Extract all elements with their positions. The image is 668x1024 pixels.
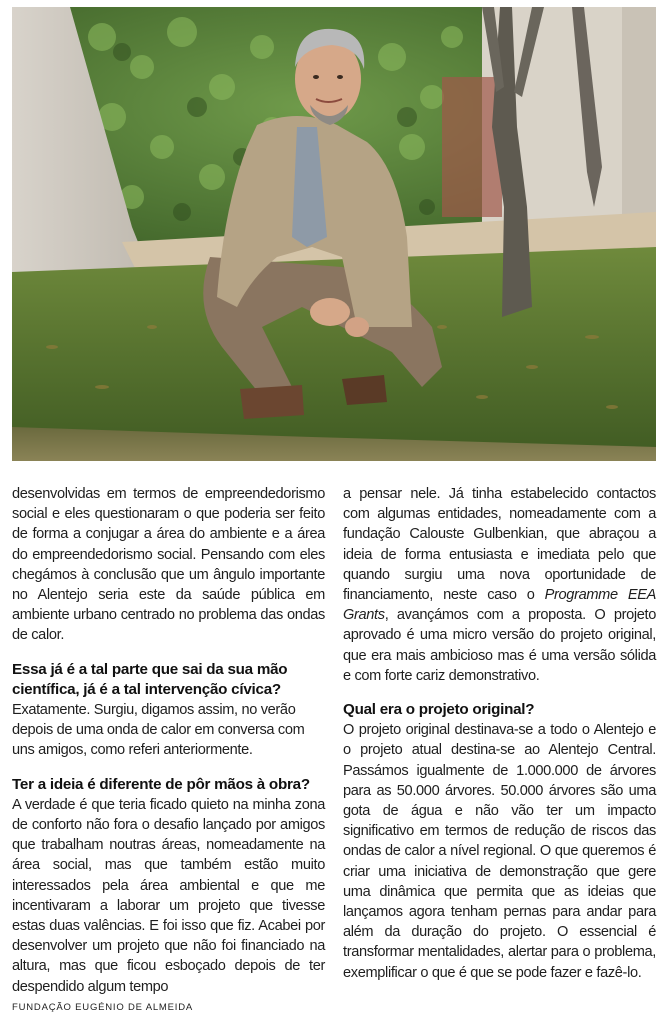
question-heading: Qual era o projeto original? [343,701,535,719]
question-heading: Ter a ideia é diferente de pôr mãos à obra? [12,775,310,793]
intro-paragraph: desenvolvidas em termos de empreendedorismo social e eles questionaram o que poderia ser feito de forma a conjugar a área do ambiente e a área do empreendedorismo social. Pensando com eles chegámos à conclusão que um ângulo importante no Alentejo seria este da saúde pública em ambiente urbano centrado no problema das ondas de calor. [12,486,325,644]
left-shoe [240,385,304,419]
portrait-photo [12,7,656,461]
question-heading: Essa já é a tal parte que sai da sua mão científica, já é a tal intervenção cívica? [12,660,288,698]
answer-paragraph: Exatamente. Surgiu, digamos assim, no verão depois de uma onda de calor em conversa com uns amigos, como referi anteriormente. [12,702,305,759]
publisher-footer: FUNDAÇÃO EUGÉNIO DE ALMEIDA [12,1002,194,1013]
portrait-illustration [12,7,656,461]
answer-paragraph: A verdade é que teria ficado quieto na minha zona de conforto não fora o desafio lançado por amigos que trabalham noutras áreas, nomeadamente na área social, mas que também estão muito interessados pela área ambiental e que me incentivaram a laborar um projeto que tivesse estas duas valências. E foi isso que fiz. Acabei por desenvolver um projeto que não foi financiado na altura, mas que ficou esboçado depois de ter despendido algum tempo [12,796,325,995]
right-text-column [343,484,656,983]
continuation-paragraph [343,484,656,686]
programme-name: Programme EEA Grants [343,587,656,624]
brick-panel [442,77,502,217]
hands [310,298,350,326]
left-text-column [12,484,325,997]
continuation-text-b: , avançámos com a proposta. O projeto aprovado é uma micro versão do projeto original, que era mais ambicioso mas é uma versão sólida e com forte cariz demonstrativo. [343,607,656,684]
right-shoe [342,375,387,405]
continuation-text-a: a pensar nele. Já tinha estabelecido contactos com algumas entidades, nomeadamente com a fundação Calouste Gulbenkian, que abraçou a ideia de forma entusiasta e imediata pelo que quando surgiu uma nova oportunidade de financiamento, neste caso o [343,486,656,604]
answer-paragraph: O projeto original destinava-se a todo o Alentejo e o projeto atual destina-se ao Alentejo Central. Passámos igualmente de 1.000.000 de árvores para as 50.000 árvores. 50.000 árvores são uma gota de água e não vão ter um impacto significativo em termos de redução de riscos das ondas de calor a nível regional. O que queremos é criar uma iniciativa de demonstração que gere uma dinâmica que permita que as ideias que lançamos agora tenham pernas para andar para além da duração do projeto. O essencial é transformar mentalidades, alertar para o problema, exemplificar o que é que se pode fazer e fazê-lo. [343,722,656,981]
